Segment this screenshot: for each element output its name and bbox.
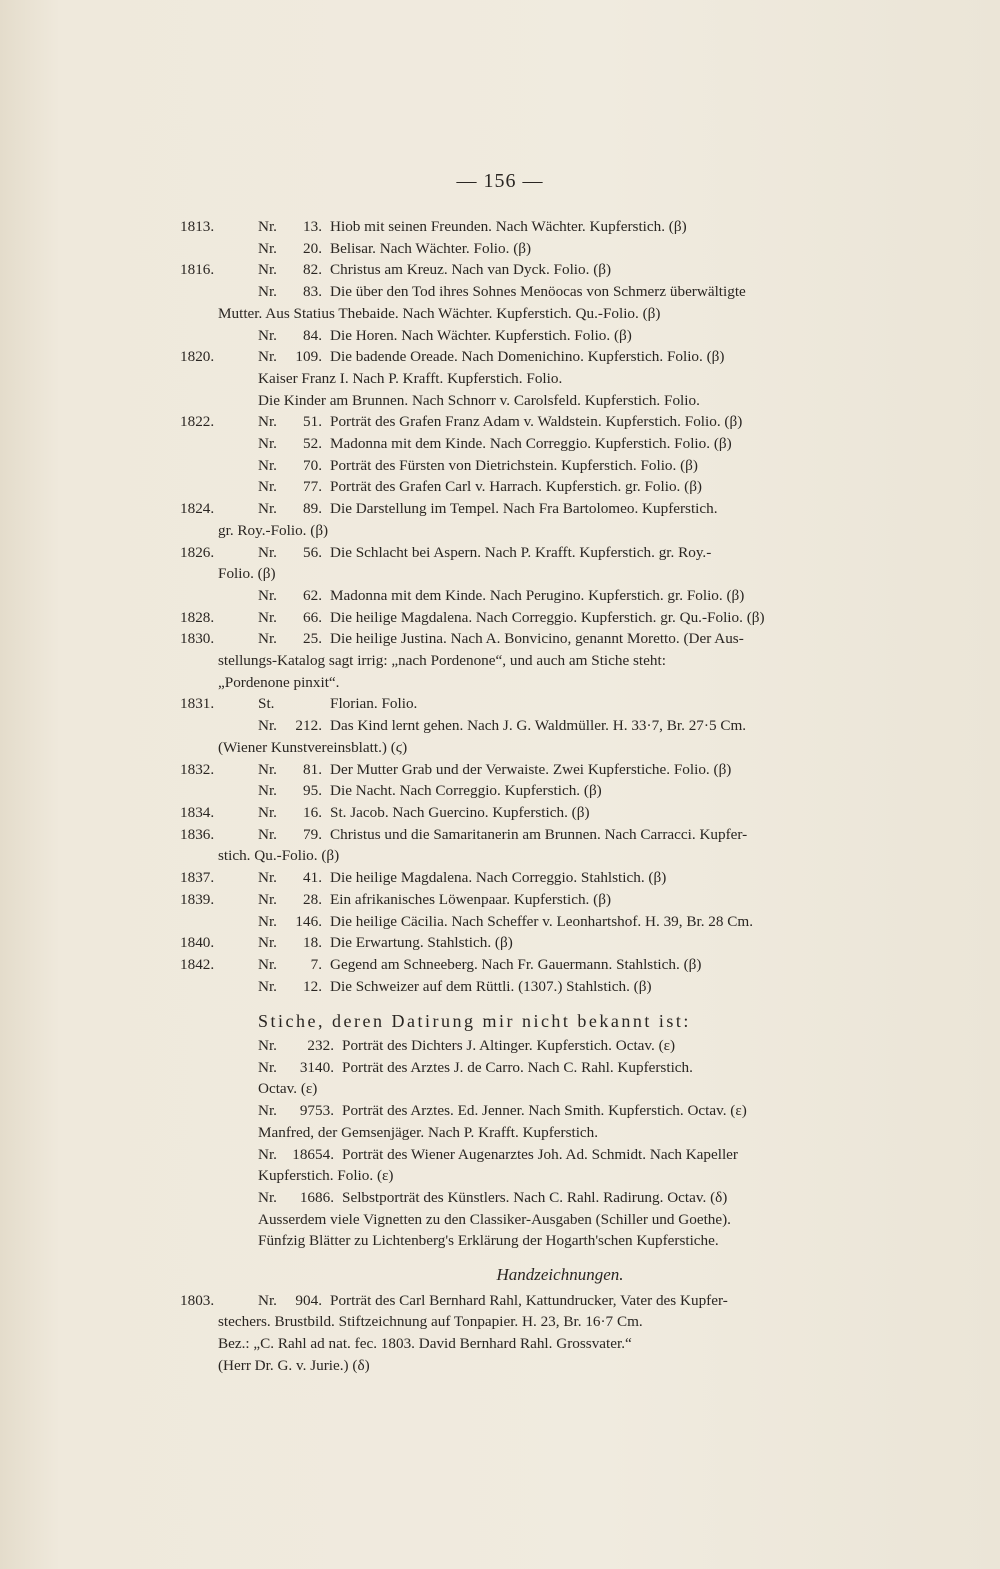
entry-number: 95.: [303, 782, 322, 800]
entry-continuation: [180, 1333, 900, 1355]
section-heading-drawings: [180, 1264, 900, 1286]
entry-prefix: Nr.: [258, 717, 277, 735]
continuation-text: „Pordenone pinxit“.: [218, 673, 340, 691]
entry-prefix: Nr.: [258, 825, 277, 843]
entry-number: 232.: [307, 1037, 334, 1055]
entry-prefix: Nr.: [258, 478, 277, 496]
entry-prefix: Nr.: [258, 586, 277, 604]
continuation-text: Octav. (ε): [258, 1080, 318, 1098]
entry-text: Selbstporträt des Künstlers. Nach C. Rahl. Radirung. Octav. (δ): [342, 1188, 728, 1206]
entry-prefix: Nr.: [258, 803, 277, 821]
entry-year: 1824.: [180, 500, 215, 518]
entry-text: Porträt des Carl Bernhard Rahl, Kattundrucker, Vater des Kupfer-: [330, 1291, 728, 1309]
continuation-text: gr. Roy.-Folio. (β): [218, 521, 329, 539]
entry-prefix: Nr.: [258, 326, 277, 344]
continuation-text: (Wiener Kunstvereinsblatt.) (ϛ): [218, 738, 408, 756]
catalogue-entry: [180, 715, 900, 737]
continuation-text: Die Kinder am Brunnen. Nach Schnorr v. Carolsfeld. Kupferstich. Folio.: [258, 391, 700, 409]
entry-year: 1840.: [180, 934, 215, 952]
entry-number: 212.: [295, 717, 322, 735]
catalogue-entry: [180, 867, 900, 889]
entry-number: 18654.: [292, 1145, 334, 1163]
entry-text: Christus und die Samaritanerin am Brunnen. Nach Carracci. Kupfer-: [330, 825, 748, 843]
continuation-text: Mutter. Aus Statius Thebaide. Nach Wächter. Kupferstich. Qu.-Folio. (β): [218, 304, 661, 322]
entry-year: 1831.: [180, 695, 215, 713]
entry-prefix: Nr.: [258, 912, 277, 930]
catalogue-entry: [180, 411, 900, 433]
entry-text: Ein afrikanisches Löwenpaar. Kupferstich. (β): [330, 890, 611, 908]
entry-year: 1816.: [180, 261, 215, 279]
entry-prefix: Nr.: [258, 348, 277, 366]
entry-prefix: Nr.: [258, 890, 277, 908]
entry-year: 1834.: [180, 803, 215, 821]
entry-text: Gegend am Schneeberg. Nach Fr. Gauermann. Stahlstich. (β): [330, 955, 702, 973]
entry-number: 9753.: [299, 1102, 334, 1120]
continuation-text: Kaiser Franz I. Nach P. Krafft. Kupferstich. Folio.: [258, 369, 563, 387]
entry-prefix: Nr.: [258, 955, 277, 973]
entry-prefix: Nr.: [258, 934, 277, 952]
catalogue-entry: [180, 889, 900, 911]
entry-text: Die Darstellung im Tempel. Nach Fra Bartolomeo. Kupferstich.: [330, 500, 718, 518]
entry-text: Die heilige Magdalena. Nach Correggio. Stahlstich. (β): [330, 869, 667, 887]
entry-prefix: Nr.: [258, 1188, 277, 1206]
catalogue-entry: [180, 433, 900, 455]
catalogue-entry: [180, 802, 900, 824]
entry-number: 7.: [310, 955, 322, 973]
catalogue-entry: [180, 476, 900, 498]
entry-prefix: Nr.: [258, 1145, 277, 1163]
continuation-text: Ausserdem viele Vignetten zu den Classiker-Ausgaben (Schiller und Goethe).: [258, 1210, 731, 1228]
catalogue-entry: [180, 824, 900, 846]
entry-number: 12.: [303, 977, 322, 995]
entry-continuation: [180, 1355, 900, 1377]
entry-prefix: Nr.: [258, 435, 277, 453]
catalogue-entry: [180, 932, 900, 954]
continuation-text: stechers. Brustbild. Stiftzeichnung auf Tonpapier. H. 23, Br. 16·7 Cm.: [218, 1313, 643, 1331]
entry-number: 1686.: [299, 1188, 334, 1206]
entry-text: Madonna mit dem Kinde. Nach Correggio. Kupferstich. Folio. (β): [330, 435, 732, 453]
entry-continuation: [180, 672, 900, 694]
entry-number: 77.: [303, 478, 322, 496]
section-heading-text: Stiche, deren Datirung mir nicht bekannt ist:: [258, 1011, 691, 1032]
catalogue-entry: [180, 693, 900, 715]
entry-prefix: Nr.: [258, 261, 277, 279]
entry-number: 904.: [295, 1291, 322, 1309]
entry-year: 1822.: [180, 413, 215, 431]
entry-year: 1836.: [180, 825, 215, 843]
entry-text: Die Schlacht bei Aspern. Nach P. Krafft. Kupferstich. gr. Roy.-: [330, 543, 712, 561]
entry-number: 52.: [303, 435, 322, 453]
catalogue-entry: [180, 780, 900, 802]
entry-prefix: Nr.: [258, 283, 277, 301]
entry-number: 79.: [303, 825, 322, 843]
entry-text: Die heilige Justina. Nach A. Bonvicino, genannt Moretto. (Der Aus-: [330, 630, 744, 648]
entry-prefix: Nr.: [258, 1058, 277, 1076]
entry-text: Das Kind lernt gehen. Nach J. G. Waldmüller. H. 33·7, Br. 27·5 Cm.: [330, 717, 747, 735]
entry-prefix: Nr.: [258, 456, 277, 474]
entry-prefix: Nr.: [258, 218, 277, 235]
catalogue-entry: [180, 628, 900, 650]
entry-text: Hiob mit seinen Freunden. Nach Wächter. Kupferstich. (β): [330, 218, 687, 235]
entry-continuation: [180, 520, 900, 542]
entry-prefix: Nr.: [258, 782, 277, 800]
catalogue-entry: [180, 976, 900, 998]
continuation-text: Bez.: „C. Rahl ad nat. fec. 1803. David Bernhard Rahl. Grossvater.“: [218, 1335, 632, 1353]
entry-number: 41.: [303, 869, 322, 887]
entry-number: 25.: [303, 630, 322, 648]
entry-text: Porträt des Dichters J. Altinger. Kupferstich. Octav. (ε): [342, 1037, 676, 1055]
entry-year: 1837.: [180, 869, 215, 887]
entry-number: 146.: [295, 912, 322, 930]
continuation-text: stich. Qu.-Folio. (β): [218, 847, 340, 865]
entry-number: 82.: [303, 261, 322, 279]
catalogue-entry: [180, 216, 900, 238]
entry-prefix: Nr.: [258, 977, 277, 995]
entry-year: 1813.: [180, 218, 215, 235]
entry-text: St. Jacob. Nach Guercino. Kupferstich. (β): [330, 803, 590, 821]
catalogue-entry: [180, 954, 900, 976]
entry-prefix: Nr.: [258, 543, 277, 561]
entry-text: Die Erwartung. Stahlstich. (β): [330, 934, 513, 952]
undated-entry: [180, 1144, 900, 1166]
entry-number: 66.: [303, 608, 322, 626]
entry-prefix: Nr.: [258, 630, 277, 648]
catalogue-entry: [180, 585, 900, 607]
entry-prefix: Nr.: [258, 239, 277, 257]
entry-number: 83.: [303, 283, 322, 301]
entry-text: Die heilige Magdalena. Nach Correggio. Kupferstich. gr. Qu.-Folio. (β): [330, 608, 765, 626]
entry-text: Porträt des Grafen Franz Adam v. Waldstein. Kupferstich. Folio. (β): [330, 413, 743, 431]
catalogue-entry: [180, 1290, 900, 1312]
entry-continuation: [180, 368, 900, 390]
entry-text: Porträt des Arztes. Ed. Jenner. Nach Smith. Kupferstich. Octav. (ε): [342, 1102, 747, 1120]
entry-text: Die Schweizer auf dem Rüttli. (1307.) Stahlstich. (β): [330, 977, 652, 995]
entry-text: Florian. Folio.: [330, 695, 418, 713]
section-heading-text: Handzeichnungen.: [496, 1265, 624, 1285]
entry-year: 1832.: [180, 760, 215, 778]
catalogue-entry: [180, 325, 900, 347]
continuation-text: (Herr Dr. G. v. Jurie.) (δ): [218, 1356, 370, 1374]
catalogue-list: [180, 216, 900, 1377]
continuation-text: Folio. (β): [218, 565, 276, 583]
undated-entry: [180, 1100, 900, 1122]
catalogue-entry: [180, 346, 900, 368]
continuation-text: stellungs-Katalog sagt irrig: „nach Pordenone“, und auch am Stiche steht:: [218, 652, 666, 670]
entry-number: 56.: [303, 543, 322, 561]
entry-prefix: Nr.: [258, 413, 277, 431]
entry-number: 16.: [303, 803, 322, 821]
entry-prefix: Nr.: [258, 1291, 277, 1309]
entry-prefix: Nr.: [258, 608, 277, 626]
entry-text: Die badende Oreade. Nach Domenichino. Kupferstich. Folio. (β): [330, 348, 725, 366]
entry-number: 84.: [303, 326, 322, 344]
entry-continuation: [180, 563, 900, 585]
entry-continuation: [180, 845, 900, 867]
entry-year: 1828.: [180, 608, 215, 626]
entry-continuation: [180, 737, 900, 759]
entry-number: 3140.: [299, 1058, 334, 1076]
entry-text: Die heilige Cäcilia. Nach Scheffer v. Leonhartshof. H. 39, Br. 28 Cm.: [330, 912, 754, 930]
section-heading-undated: [180, 1011, 900, 1033]
undated-continuation: [180, 1209, 900, 1231]
entry-text: Porträt des Grafen Carl v. Harrach. Kupferstich. gr. Folio. (β): [330, 478, 702, 496]
entry-number: 70.: [303, 456, 322, 474]
entry-text: Die über den Tod ihres Sohnes Menöocas von Schmerz überwältigte: [330, 283, 746, 301]
entry-number: 18.: [303, 934, 322, 952]
entry-number: 109.: [295, 348, 322, 366]
continuation-text: Manfred, der Gemsenjäger. Nach P. Krafft. Kupferstich.: [258, 1123, 599, 1141]
undated-continuation: [180, 1230, 900, 1252]
entry-text: Der Mutter Grab und der Verwaiste. Zwei Kupferstiche. Folio. (β): [330, 760, 732, 778]
undated-entry: [180, 1187, 900, 1209]
entry-text: Die Horen. Nach Wächter. Kupferstich. Folio. (β): [330, 326, 632, 344]
entry-continuation: [180, 650, 900, 672]
entry-prefix: Nr.: [258, 1102, 277, 1120]
entry-year: 1842.: [180, 955, 215, 973]
undated-continuation: [180, 1122, 900, 1144]
undated-entry: [180, 1057, 900, 1079]
entry-year: 1839.: [180, 890, 215, 908]
entry-text: Christus am Kreuz. Nach van Dyck. Folio. (β): [330, 261, 612, 279]
entry-year: 1830.: [180, 630, 215, 648]
entry-number: 20.: [303, 239, 322, 257]
entry-prefix: Nr.: [258, 500, 277, 518]
entry-number: 89.: [303, 500, 322, 518]
page-number: — 156 —: [456, 170, 544, 192]
entry-prefix: Nr.: [258, 760, 277, 778]
catalogue-entry: [180, 911, 900, 933]
undated-continuation: [180, 1165, 900, 1187]
catalogue-entry: [180, 281, 900, 303]
catalogue-entry: [180, 759, 900, 781]
catalogue-entry: [180, 259, 900, 281]
catalogue-entry: [180, 455, 900, 477]
entry-number: 81.: [303, 760, 322, 778]
undated-entry: [180, 1035, 900, 1057]
entry-number: 13.: [303, 218, 322, 235]
catalogue-entry: [180, 607, 900, 629]
entry-year: 1803.: [180, 1291, 215, 1309]
entry-text: Porträt des Fürsten von Dietrichstein. Kupferstich. Folio. (β): [330, 456, 698, 474]
entry-prefix: St.: [258, 695, 275, 713]
entry-text: Madonna mit dem Kinde. Nach Perugino. Kupferstich. gr. Folio. (β): [330, 586, 745, 604]
entry-continuation: [180, 390, 900, 412]
entry-number: 62.: [303, 586, 322, 604]
entry-text: Die Nacht. Nach Correggio. Kupferstich. (β): [330, 782, 602, 800]
catalogue-entry: [180, 498, 900, 520]
entry-continuation: [180, 1311, 900, 1333]
entry-year: 1826.: [180, 543, 215, 561]
catalogue-entry: [180, 238, 900, 260]
undated-continuation: [180, 1078, 900, 1100]
entry-prefix: Nr.: [258, 1037, 277, 1055]
entry-number: 51.: [303, 413, 322, 431]
entry-year: 1820.: [180, 348, 215, 366]
entry-text: Porträt des Wiener Augenarztes Joh. Ad. Schmidt. Nach Kapeller: [342, 1145, 738, 1163]
entry-number: 28.: [303, 890, 322, 908]
entry-text: Porträt des Arztes J. de Carro. Nach C. Rahl. Kupferstich.: [342, 1058, 693, 1076]
catalogue-entry: [180, 542, 900, 564]
entry-text: Belisar. Nach Wächter. Folio. (β): [330, 239, 532, 257]
continuation-text: Kupferstich. Folio. (ε): [258, 1167, 394, 1185]
entry-prefix: Nr.: [258, 869, 277, 887]
continuation-text: Fünfzig Blätter zu Lichtenberg's Erklärung der Hogarth'schen Kupferstiche.: [258, 1232, 719, 1250]
entry-continuation: [180, 303, 900, 325]
